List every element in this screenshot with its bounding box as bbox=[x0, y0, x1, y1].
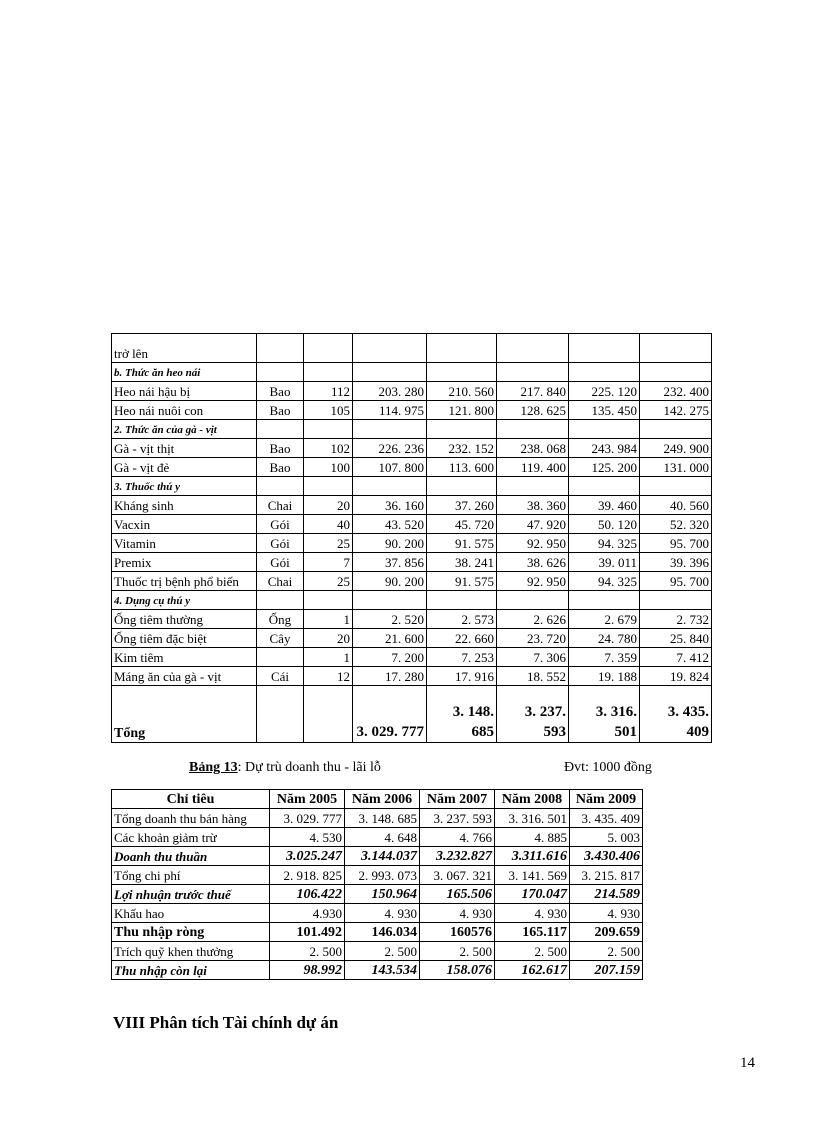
row-value: 3. 316. 501 bbox=[495, 809, 570, 828]
empty-cell bbox=[427, 477, 497, 496]
row-label: Trích quỹ khen thưởng bbox=[112, 942, 270, 961]
page-number: 14 bbox=[740, 1055, 755, 1071]
table-row bbox=[112, 458, 712, 477]
value-y2009: 232. 400 bbox=[640, 382, 712, 401]
empty-cell bbox=[427, 591, 497, 610]
table-row bbox=[112, 477, 712, 496]
section-label: b. Thức ăn heo nái bbox=[112, 363, 257, 382]
section-label: 3. Thuốc thú y bbox=[112, 477, 257, 496]
item-unit: Bao bbox=[257, 458, 304, 477]
empty-cell bbox=[497, 477, 569, 496]
item-name: Ống tiêm thường bbox=[112, 610, 257, 629]
table-row bbox=[112, 686, 712, 743]
row-value: 3. 029. 777 bbox=[270, 809, 345, 828]
table-row bbox=[112, 648, 712, 667]
value-y2008 bbox=[569, 334, 640, 363]
value-y2005: 17. 280 bbox=[353, 667, 427, 686]
empty-cell bbox=[353, 591, 427, 610]
row-value: 2. 500 bbox=[270, 942, 345, 961]
header-row bbox=[112, 790, 643, 809]
value-y2006: 37. 260 bbox=[427, 496, 497, 515]
row-value: 106.422 bbox=[270, 885, 345, 904]
value-y2009 bbox=[640, 334, 712, 363]
row-label: Tổng chi phí bbox=[112, 866, 270, 885]
table-row bbox=[112, 439, 712, 458]
value-y2005: 43. 520 bbox=[353, 515, 427, 534]
row-value: 146.034 bbox=[345, 923, 420, 942]
value-y2006: 45. 720 bbox=[427, 515, 497, 534]
item-unit: Chai bbox=[257, 496, 304, 515]
value-y2009: 40. 560 bbox=[640, 496, 712, 515]
table-row bbox=[112, 363, 712, 382]
item-name: trở lên bbox=[112, 334, 257, 363]
value-y2008: 19. 188 bbox=[569, 667, 640, 686]
row-value: 3.311.616 bbox=[495, 847, 570, 866]
value-y2009: 7. 412 bbox=[640, 648, 712, 667]
value-y2009: 95. 700 bbox=[640, 572, 712, 591]
item-name: Vitamin bbox=[112, 534, 257, 553]
row-value: 3.144.037 bbox=[345, 847, 420, 866]
row-value: 4.930 bbox=[270, 904, 345, 923]
value-y2007: 2. 626 bbox=[497, 610, 569, 629]
value-y2005: 114. 975 bbox=[353, 401, 427, 420]
value-y2008: 94. 325 bbox=[569, 534, 640, 553]
empty-cell bbox=[569, 477, 640, 496]
item-unit: Bao bbox=[257, 382, 304, 401]
table-row bbox=[112, 923, 643, 942]
value-y2007: 217. 840 bbox=[497, 382, 569, 401]
column-header: Năm 2009 bbox=[570, 790, 643, 809]
item-name: Heo nái hậu bị bbox=[112, 382, 257, 401]
item-unit bbox=[257, 686, 304, 743]
value-y2006: 7. 253 bbox=[427, 648, 497, 667]
table-row bbox=[112, 382, 712, 401]
item-qty bbox=[304, 686, 353, 743]
table-row bbox=[112, 961, 643, 980]
empty-cell bbox=[427, 363, 497, 382]
value-y2009: 19. 824 bbox=[640, 667, 712, 686]
empty-cell bbox=[257, 477, 304, 496]
empty-cell bbox=[497, 363, 569, 382]
table-row bbox=[112, 496, 712, 515]
column-header: Năm 2008 bbox=[495, 790, 570, 809]
value-y2006: 3. 148. 685 bbox=[427, 686, 497, 743]
row-label: Thu nhập còn lại bbox=[112, 961, 270, 980]
column-header: Năm 2005 bbox=[270, 790, 345, 809]
revenue-profit-table bbox=[111, 789, 643, 980]
table-row bbox=[112, 515, 712, 534]
empty-cell bbox=[640, 591, 712, 610]
row-value: 214.589 bbox=[570, 885, 643, 904]
item-unit: Gói bbox=[257, 515, 304, 534]
row-label: Doanh thu thuần bbox=[112, 847, 270, 866]
row-value: 209.659 bbox=[570, 923, 643, 942]
row-value: 4. 648 bbox=[345, 828, 420, 847]
row-value: 165.506 bbox=[420, 885, 495, 904]
empty-cell bbox=[304, 477, 353, 496]
table-row bbox=[112, 591, 712, 610]
row-value: 4. 530 bbox=[270, 828, 345, 847]
empty-cell bbox=[640, 363, 712, 382]
value-y2008: 243. 984 bbox=[569, 439, 640, 458]
value-y2007: 38. 360 bbox=[497, 496, 569, 515]
row-label: Các khoản giảm trừ bbox=[112, 828, 270, 847]
value-y2008: 7. 359 bbox=[569, 648, 640, 667]
value-y2006: 91. 575 bbox=[427, 572, 497, 591]
row-value: 2. 500 bbox=[345, 942, 420, 961]
item-qty: 7 bbox=[304, 553, 353, 572]
value-y2007: 7. 306 bbox=[497, 648, 569, 667]
column-header: Năm 2007 bbox=[420, 790, 495, 809]
section-label: 4. Dụng cụ thú y bbox=[112, 591, 257, 610]
item-unit: Gói bbox=[257, 534, 304, 553]
item-unit: Chai bbox=[257, 572, 304, 591]
value-y2007: 119. 400 bbox=[497, 458, 569, 477]
item-qty: 1 bbox=[304, 648, 353, 667]
empty-cell bbox=[640, 420, 712, 439]
row-value: 4. 930 bbox=[345, 904, 420, 923]
item-qty: 102 bbox=[304, 439, 353, 458]
empty-cell bbox=[569, 591, 640, 610]
row-value: 3.430.406 bbox=[570, 847, 643, 866]
row-value: 3.025.247 bbox=[270, 847, 345, 866]
item-unit: Gói bbox=[257, 553, 304, 572]
row-value: 3. 435. 409 bbox=[570, 809, 643, 828]
row-value: 207.159 bbox=[570, 961, 643, 980]
value-y2008: 125. 200 bbox=[569, 458, 640, 477]
value-y2005: 37. 856 bbox=[353, 553, 427, 572]
row-value: 3. 215. 817 bbox=[570, 866, 643, 885]
value-y2005 bbox=[353, 334, 427, 363]
table-row bbox=[112, 334, 712, 363]
row-value: 2. 918. 825 bbox=[270, 866, 345, 885]
empty-cell bbox=[304, 591, 353, 610]
item-qty: 112 bbox=[304, 382, 353, 401]
row-value: 2. 500 bbox=[420, 942, 495, 961]
section-heading: VIII Phân tích Tài chính dự án bbox=[113, 1013, 339, 1032]
empty-cell bbox=[257, 363, 304, 382]
column-header: Chỉ tiêu bbox=[112, 790, 270, 809]
value-y2008: 94. 325 bbox=[569, 572, 640, 591]
row-value: 101.492 bbox=[270, 923, 345, 942]
row-value: 3.232.827 bbox=[420, 847, 495, 866]
table-row bbox=[112, 885, 643, 904]
empty-cell bbox=[427, 420, 497, 439]
empty-cell bbox=[497, 591, 569, 610]
value-y2009: 249. 900 bbox=[640, 439, 712, 458]
item-name: Premix bbox=[112, 553, 257, 572]
value-y2007: 92. 950 bbox=[497, 534, 569, 553]
value-y2006: 91. 575 bbox=[427, 534, 497, 553]
empty-cell bbox=[257, 420, 304, 439]
row-value: 158.076 bbox=[420, 961, 495, 980]
value-y2008: 39. 460 bbox=[569, 496, 640, 515]
value-y2008: 2. 679 bbox=[569, 610, 640, 629]
value-y2007: 38. 626 bbox=[497, 553, 569, 572]
item-name: Tổng bbox=[112, 686, 257, 743]
item-name: Vacxin bbox=[112, 515, 257, 534]
empty-cell bbox=[497, 420, 569, 439]
item-qty: 25 bbox=[304, 572, 353, 591]
value-y2009: 52. 320 bbox=[640, 515, 712, 534]
item-unit bbox=[257, 648, 304, 667]
item-name: Kim tiêm bbox=[112, 648, 257, 667]
table-row bbox=[112, 809, 643, 828]
value-y2005: 226. 236 bbox=[353, 439, 427, 458]
item-unit: Cái bbox=[257, 667, 304, 686]
value-y2007: 23. 720 bbox=[497, 629, 569, 648]
value-y2009: 25. 840 bbox=[640, 629, 712, 648]
row-value: 165.117 bbox=[495, 923, 570, 942]
value-y2007: 238. 068 bbox=[497, 439, 569, 458]
value-y2006: 2. 573 bbox=[427, 610, 497, 629]
row-value: 160576 bbox=[420, 923, 495, 942]
item-unit: Cây bbox=[257, 629, 304, 648]
table-row bbox=[112, 667, 712, 686]
value-y2006: 232. 152 bbox=[427, 439, 497, 458]
item-name: Heo nái nuôi con bbox=[112, 401, 257, 420]
item-unit: Ống bbox=[257, 610, 304, 629]
item-qty: 20 bbox=[304, 496, 353, 515]
value-y2007 bbox=[497, 334, 569, 363]
row-value: 3. 148. 685 bbox=[345, 809, 420, 828]
empty-cell bbox=[353, 420, 427, 439]
table-row bbox=[112, 866, 643, 885]
row-value: 2. 500 bbox=[570, 942, 643, 961]
table-caption bbox=[189, 760, 381, 776]
value-y2005: 107. 800 bbox=[353, 458, 427, 477]
table-row bbox=[112, 847, 643, 866]
row-value: 4. 930 bbox=[420, 904, 495, 923]
row-label: Tổng doanh thu bán hàng bbox=[112, 809, 270, 828]
row-label: Khấu hao bbox=[112, 904, 270, 923]
value-y2007: 128. 625 bbox=[497, 401, 569, 420]
value-y2005: 90. 200 bbox=[353, 534, 427, 553]
table-row bbox=[112, 629, 712, 648]
row-value: 150.964 bbox=[345, 885, 420, 904]
empty-cell bbox=[304, 363, 353, 382]
value-y2009: 131. 000 bbox=[640, 458, 712, 477]
column-header: Năm 2006 bbox=[345, 790, 420, 809]
row-value: 5. 003 bbox=[570, 828, 643, 847]
item-name: Kháng sinh bbox=[112, 496, 257, 515]
value-y2009: 3. 435. 409 bbox=[640, 686, 712, 743]
empty-cell bbox=[640, 477, 712, 496]
row-value: 143.534 bbox=[345, 961, 420, 980]
row-value: 162.617 bbox=[495, 961, 570, 980]
empty-cell bbox=[353, 477, 427, 496]
row-value: 98.992 bbox=[270, 961, 345, 980]
item-qty bbox=[304, 334, 353, 363]
row-value: 4. 766 bbox=[420, 828, 495, 847]
row-value: 3. 141. 569 bbox=[495, 866, 570, 885]
row-value: 170.047 bbox=[495, 885, 570, 904]
value-y2005: 7. 200 bbox=[353, 648, 427, 667]
value-y2005: 36. 160 bbox=[353, 496, 427, 515]
section-label: 2. Thức ăn của gà - vịt bbox=[112, 420, 257, 439]
table-row bbox=[112, 942, 643, 961]
value-y2006: 210. 560 bbox=[427, 382, 497, 401]
table-row bbox=[112, 534, 712, 553]
item-unit bbox=[257, 334, 304, 363]
item-name: Thuốc trị bệnh phổ biến bbox=[112, 572, 257, 591]
row-value: 4. 930 bbox=[570, 904, 643, 923]
value-y2009: 95. 700 bbox=[640, 534, 712, 553]
value-y2008: 3. 316. 501 bbox=[569, 686, 640, 743]
table-row bbox=[112, 828, 643, 847]
value-y2006: 22. 660 bbox=[427, 629, 497, 648]
value-y2005: 21. 600 bbox=[353, 629, 427, 648]
row-label: Lợi nhuận trước thuế bbox=[112, 885, 270, 904]
value-y2008: 24. 780 bbox=[569, 629, 640, 648]
table-row bbox=[112, 904, 643, 923]
value-y2006: 121. 800 bbox=[427, 401, 497, 420]
empty-cell bbox=[257, 591, 304, 610]
value-y2008: 39. 011 bbox=[569, 553, 640, 572]
value-y2006: 38. 241 bbox=[427, 553, 497, 572]
value-y2008: 50. 120 bbox=[569, 515, 640, 534]
value-y2009: 39. 396 bbox=[640, 553, 712, 572]
item-qty: 105 bbox=[304, 401, 353, 420]
value-y2008: 135. 450 bbox=[569, 401, 640, 420]
empty-cell bbox=[353, 363, 427, 382]
row-label: Thu nhập ròng bbox=[112, 923, 270, 942]
row-value: 4. 930 bbox=[495, 904, 570, 923]
unit-note: Đvt: 1000 đồng bbox=[564, 760, 652, 775]
value-y2008: 225. 120 bbox=[569, 382, 640, 401]
table-row bbox=[112, 420, 712, 439]
item-qty: 100 bbox=[304, 458, 353, 477]
empty-cell bbox=[569, 420, 640, 439]
table-row bbox=[112, 610, 712, 629]
value-y2009: 142. 275 bbox=[640, 401, 712, 420]
row-value: 2. 500 bbox=[495, 942, 570, 961]
value-y2005: 203. 280 bbox=[353, 382, 427, 401]
item-unit: Bao bbox=[257, 401, 304, 420]
value-y2006: 17. 916 bbox=[427, 667, 497, 686]
table-row bbox=[112, 401, 712, 420]
value-y2005: 90. 200 bbox=[353, 572, 427, 591]
value-y2005: 3. 029. 777 bbox=[353, 686, 427, 743]
value-y2005: 2. 520 bbox=[353, 610, 427, 629]
row-value: 2. 993. 073 bbox=[345, 866, 420, 885]
item-qty: 25 bbox=[304, 534, 353, 553]
value-y2006 bbox=[427, 334, 497, 363]
item-name: Ống tiêm đặc biệt bbox=[112, 629, 257, 648]
empty-cell bbox=[569, 363, 640, 382]
value-y2006: 113. 600 bbox=[427, 458, 497, 477]
table-row bbox=[112, 572, 712, 591]
caption-text: : Dự trù doanh thu - lãi lỗ bbox=[237, 760, 381, 775]
item-qty: 40 bbox=[304, 515, 353, 534]
value-y2007: 18. 552 bbox=[497, 667, 569, 686]
row-value: 3. 067. 321 bbox=[420, 866, 495, 885]
value-y2007: 3. 237. 593 bbox=[497, 686, 569, 743]
item-qty: 1 bbox=[304, 610, 353, 629]
table-row bbox=[112, 553, 712, 572]
item-name: Gà - vịt đẻ bbox=[112, 458, 257, 477]
row-value: 4. 885 bbox=[495, 828, 570, 847]
value-y2007: 92. 950 bbox=[497, 572, 569, 591]
item-qty: 12 bbox=[304, 667, 353, 686]
value-y2009: 2. 732 bbox=[640, 610, 712, 629]
row-value: 3. 237. 593 bbox=[420, 809, 495, 828]
item-qty: 20 bbox=[304, 629, 353, 648]
item-name: Máng ăn của gà - vịt bbox=[112, 667, 257, 686]
cost-table bbox=[111, 333, 712, 743]
item-name: Gà - vịt thịt bbox=[112, 439, 257, 458]
empty-cell bbox=[304, 420, 353, 439]
item-unit: Bao bbox=[257, 439, 304, 458]
caption-label: Bảng 13 bbox=[189, 760, 238, 775]
value-y2007: 47. 920 bbox=[497, 515, 569, 534]
